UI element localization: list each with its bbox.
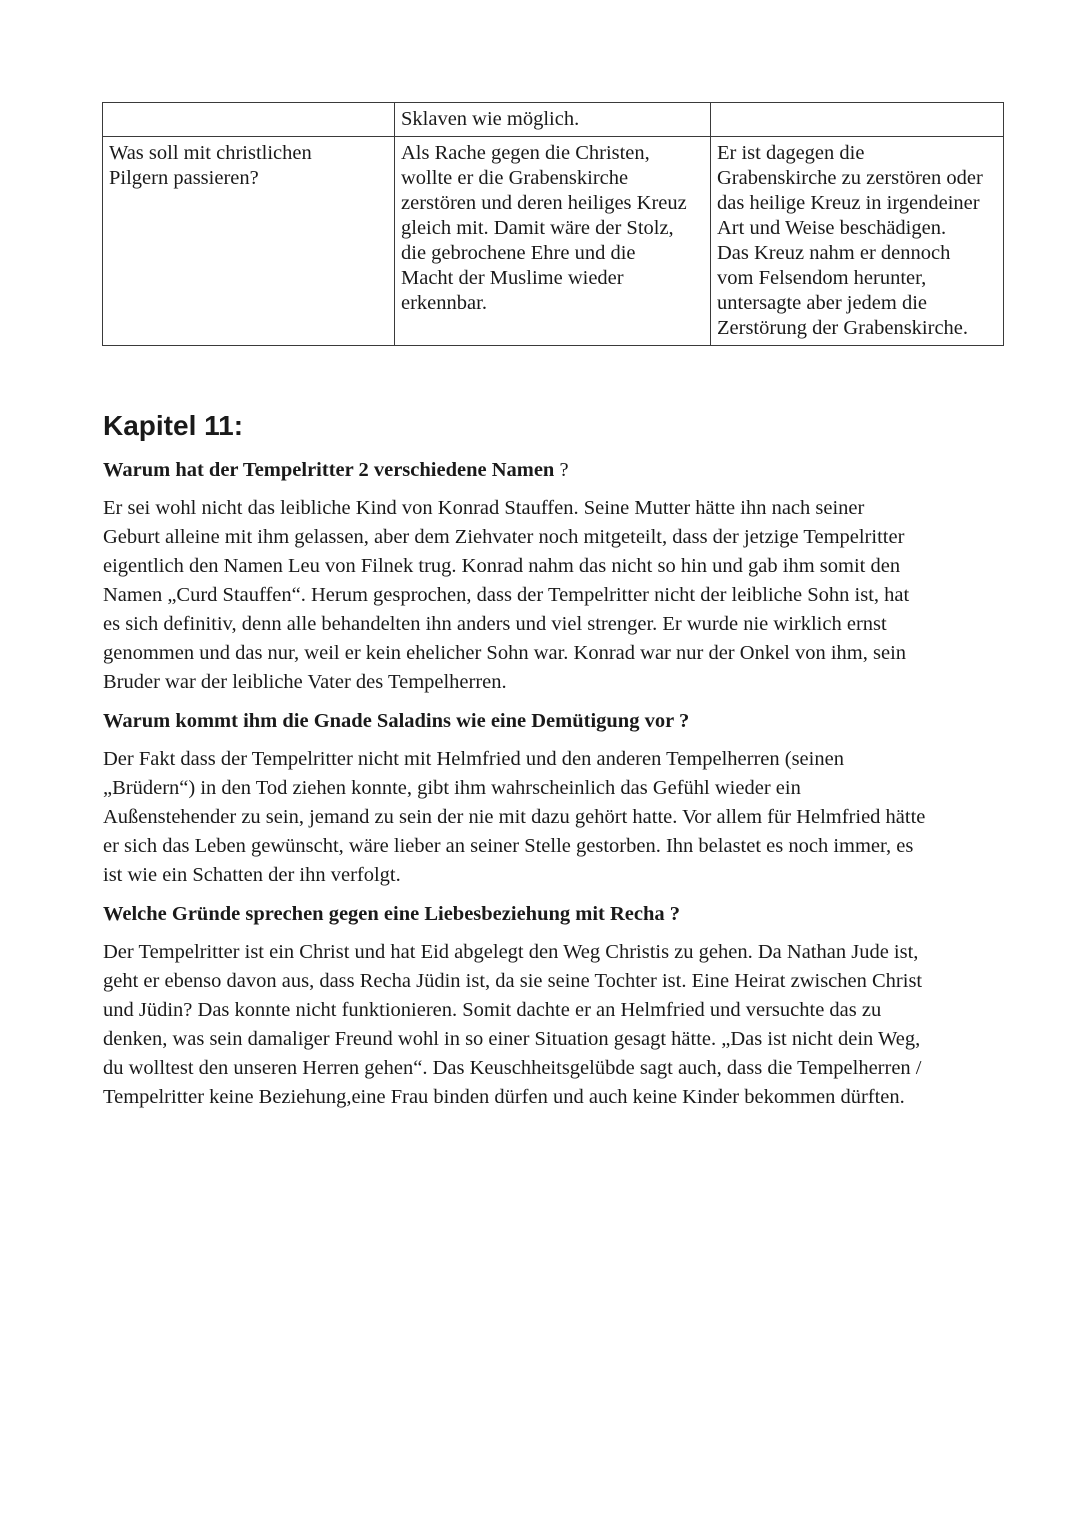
table-cell-col2: Sklaven wie möglich.: [395, 103, 711, 137]
question-heading: [103, 707, 983, 736]
chapter-heading: Kapitel 11:: [103, 410, 244, 441]
question-mark: ?: [554, 459, 569, 481]
table-cell-col3: [711, 103, 1004, 137]
table-cell-col3: Er ist dagegen die Grabenskirche zu zerstören oder das heilige Kreuz in irgendeiner Art und Weise beschädigen. Das Kreuz nahm er dennoch vom Felsendom herunter, untersagte aber jedem die Zerstörung der Grabenskirche.: [711, 137, 1004, 346]
question-heading: [103, 456, 983, 485]
answer-paragraph: Der Tempelritter ist ein Christ und hat Eid abgelegt den Weg Christis zu gehen. Da Nathan Jude ist, geht er ebenso davon aus, dass Recha Jüdin ist, da sie seine Tochter ist. Eine Heirat zwischen Christ und Jüdin? Das konnte nicht funktionieren. Somit dachte er an Helmfried und versuchte das zu denken, was sein damaliger Freund wohl in so einer Situation gesagt hätte. „Das ist nicht dein Weg, du wolltest den unseren Herren gehen“. Das Keuschheitsgelübde sagt auch, dass die Tempelherren / Tempelritter keine Beziehung,eine Frau binden dürfen und auch keine Kinder bekommen dürften.: [103, 941, 923, 1108]
comparison-table-wrapper: [102, 102, 1003, 346]
chapter-section: [103, 408, 983, 1122]
table-row: [103, 103, 1004, 137]
question-text: Warum kommt ihm die Gnade Saladins wie eine Demütigung vor ?: [103, 710, 690, 732]
table-cell-col2: Als Rache gegen die Christen, wollte er die Grabenskirche zerstören und deren heiliges Kreuz gleich mit. Damit wäre der Stolz, die gebrochene Ehre und die Macht der Muslime wieder erkennbar.: [395, 137, 711, 346]
table-cell-question: [103, 103, 395, 137]
answer-paragraph: Er sei wohl nicht das leibliche Kind von Konrad Stauffen. Seine Mutter hätte ihn nach seiner Geburt alleine mit ihm gelassen, aber dem Ziehvater noch mitgeteilt, dass der jetzige Tempelritter eigentlich den Namen Leu von Filnek trug. Konrad nahm das nicht so hin und gab ihm somit den Namen „Curd Stauffen“. Herum gesprochen, dass der Tempelritter nicht der leibliche Sohn ist, hat es sich definitiv, denn alle behandelten ihn anders und viel strenger. Er wurde nie wirklich ernst genommen und das nur, weil er kein ehelicher Sohn war. Konrad war nur der Onkel von ihm, sein Bruder war der leibliche Vater des Tempelherren.: [103, 497, 910, 693]
question-text: Welche Gründe sprechen gegen eine Liebesbeziehung mit Recha ?: [103, 903, 681, 925]
comparison-table: [102, 102, 1004, 346]
question-heading: [103, 900, 983, 929]
table-row: [103, 137, 1004, 346]
table-cell-question: Was soll mit christlichen Pilgern passieren?: [103, 137, 395, 346]
answer-paragraph: Der Fakt dass der Tempelritter nicht mit Helmfried und den anderen Tempelherren (seinen „Brüdern“) in den Tod ziehen konnte, gibt ihm wahrscheinlich das Gefühl wieder ein Außenstehender zu sein, jemand zu sein der nie mit dazu gehört hatte. Vor allem für Helmfried hätte er sich das Leben gewünscht, wäre lieber an seiner Stelle gestorben. Ihn belastet es noch immer, es ist wie ein Schatten der ihn verfolgt.: [103, 748, 926, 886]
question-text: Warum hat der Tempelritter 2 verschiedene Namen: [103, 459, 555, 481]
